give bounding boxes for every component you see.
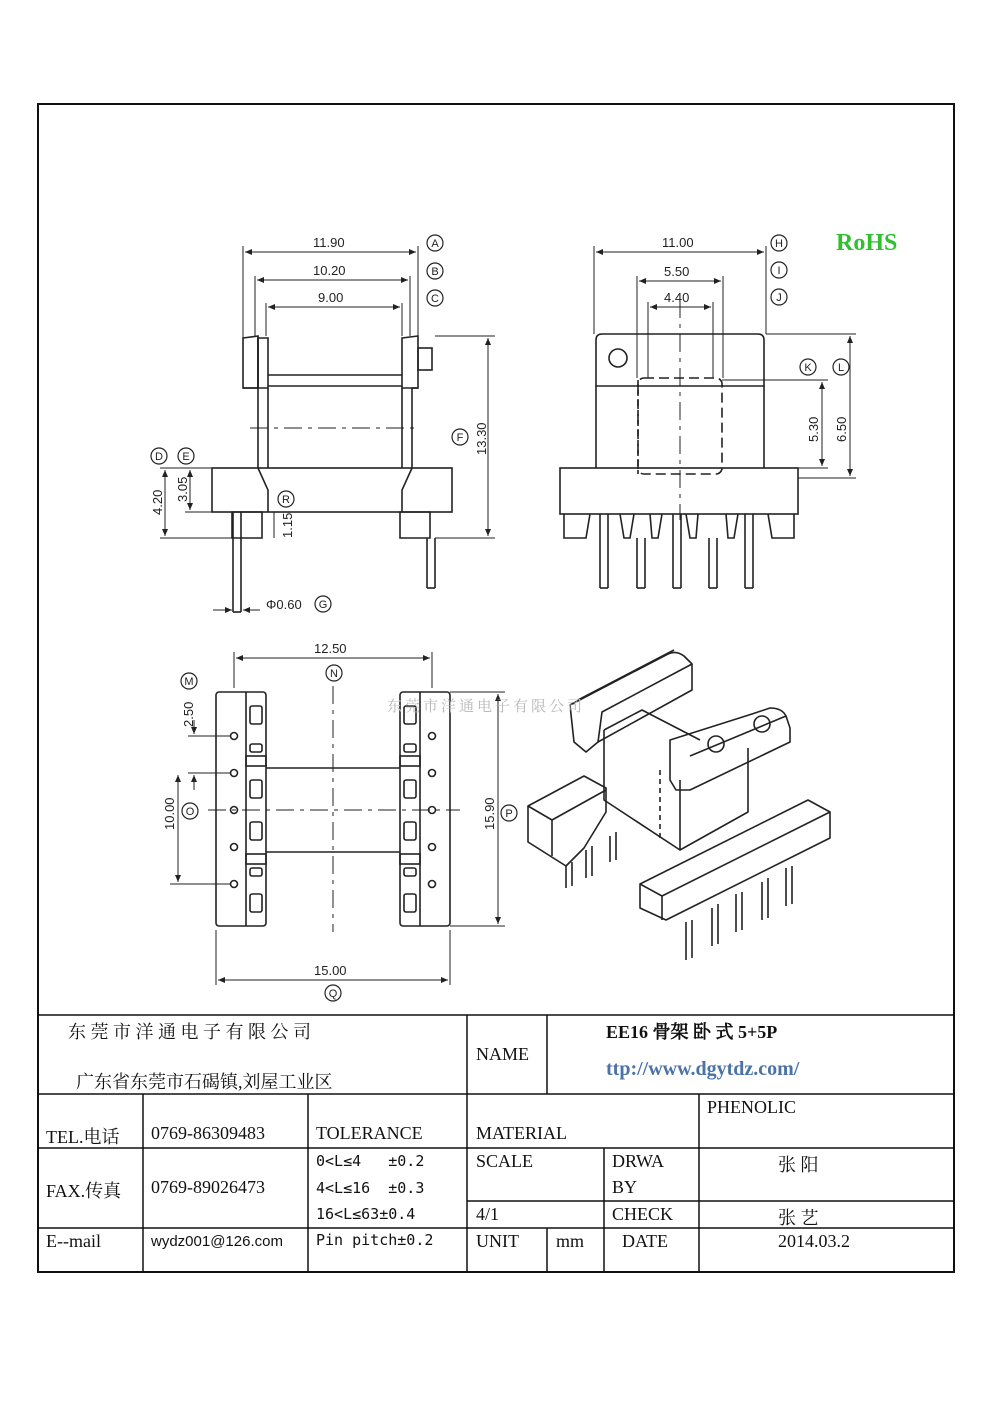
callout-a: A: [431, 238, 439, 250]
callout-j: J: [776, 292, 782, 304]
email-label: E--mail: [46, 1231, 101, 1251]
callout-m: M: [184, 676, 194, 688]
dim-m-value: 2.50: [181, 701, 196, 727]
callout-e: E: [182, 451, 190, 463]
dim-g-value: Φ0.60: [266, 597, 302, 612]
email-value[interactable]: wydz001@126.com: [151, 1233, 283, 1250]
callout-l: L: [837, 362, 845, 374]
dim-c-value: 9.00: [318, 290, 344, 305]
material-label: MATERIAL: [476, 1123, 567, 1143]
callout-f: F: [456, 432, 464, 444]
callout-h: H: [775, 238, 783, 250]
front-view: [212, 336, 452, 612]
check-label: CHECK: [612, 1204, 674, 1224]
dim-n-value: 12.50: [314, 641, 347, 656]
fax-value: 0769-89026473: [151, 1177, 265, 1197]
tel-value: 0769-86309483: [151, 1123, 265, 1143]
tolerance-line-3: 16<L≤63±0.4: [316, 1205, 416, 1223]
company-address: 广东省东莞市石碣镇,刘屋工业区: [76, 1072, 333, 1092]
check-value: 张 艺: [778, 1208, 819, 1228]
scale-label: SCALE: [476, 1151, 534, 1171]
tolerance-label: TOLERANCE: [316, 1123, 423, 1143]
callout-p: P: [505, 808, 513, 820]
bottom-view: [208, 686, 460, 932]
callout-c: C: [431, 293, 439, 305]
dim-k-value: 5.30: [806, 416, 821, 442]
material-value: PHENOLIC: [707, 1097, 796, 1117]
dim-f-value: 13.30: [474, 422, 489, 455]
dim-j-value: 4.40: [664, 290, 690, 305]
scale-value: 4/1: [476, 1204, 500, 1224]
tolerance-line-1: 0<L≤4 ±0.2: [316, 1152, 425, 1170]
dim-q-value: 15.00: [314, 963, 347, 978]
callout-i: I: [777, 265, 781, 277]
fax-label: FAX.传真: [46, 1181, 122, 1201]
date-label: DATE: [622, 1231, 668, 1251]
date-value: 2014.03.2: [778, 1231, 850, 1251]
side-view-dimensions: [594, 246, 856, 478]
tolerance-line-2: 4<L≤16 ±0.3: [316, 1179, 425, 1197]
callout-k: K: [804, 362, 812, 374]
unit-label: UNIT: [476, 1231, 519, 1251]
dim-p-value: 15.90: [482, 797, 497, 830]
rohs-mark: RoHS: [836, 230, 898, 256]
dim-d-value: 4.20: [150, 489, 165, 515]
tolerance-line-4: Pin pitch±0.2: [316, 1231, 434, 1249]
dim-i-value: 5.50: [664, 264, 690, 279]
callout-circles: [151, 235, 849, 1001]
side-view: [560, 300, 798, 588]
drawn-by-value: 张 阳: [778, 1155, 819, 1175]
callout-r: R: [282, 494, 290, 506]
unit-value: mm: [556, 1231, 585, 1251]
dim-e-value: 3.05: [175, 476, 190, 502]
drawn-by-label-1: DRWA: [612, 1151, 665, 1171]
sheet-border: [38, 104, 954, 1272]
name-label: NAME: [476, 1044, 529, 1064]
dim-h-value: 11.00: [662, 235, 694, 250]
dim-o-value: 10.00: [162, 797, 177, 830]
dim-b-value: 10.20: [313, 263, 346, 278]
dim-a-value: 11.90: [313, 235, 345, 250]
callout-o: O: [185, 806, 195, 818]
part-name: EE16 骨架 卧 式 5+5P: [606, 1022, 778, 1042]
dim-r-value: 1.15: [280, 512, 295, 538]
callout-n: N: [330, 668, 338, 680]
watermark: 东莞市洋通电子有限公司: [387, 697, 586, 715]
callout-b: B: [431, 266, 439, 278]
side-view-dim-labels: [662, 235, 849, 442]
dim-l-value: 6.50: [834, 416, 849, 442]
callout-g: G: [318, 599, 328, 611]
website-link[interactable]: ttp://www.dgytdz.com/: [606, 1058, 800, 1080]
callout-d: D: [155, 451, 163, 463]
company-name: 东 莞 市 洋 通 电 子 有 限 公 司: [68, 1022, 311, 1042]
tel-label: TEL.电话: [46, 1127, 120, 1147]
callout-q: Q: [328, 988, 338, 1000]
drawn-by-label-2: BY: [612, 1177, 638, 1197]
